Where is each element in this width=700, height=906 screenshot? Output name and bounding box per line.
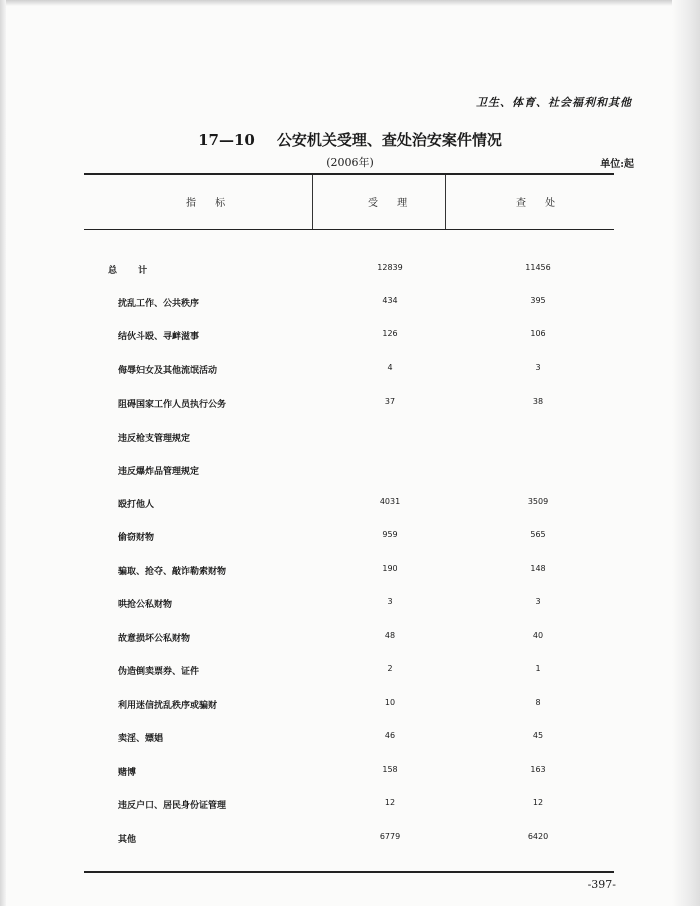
- table-row: [84, 530, 614, 544]
- table-number: 17—10: [198, 131, 255, 149]
- row-label: 故意损坏公私财物: [118, 634, 191, 644]
- row-handled: 565: [530, 530, 546, 539]
- row-label: 利用迷信扰乱秩序或骗财: [118, 701, 218, 711]
- unit-label: 单位:起: [600, 159, 634, 170]
- table-row: [84, 631, 614, 645]
- row-label: 扰乱工作、公共秩序: [118, 299, 200, 309]
- row-handled: 3: [535, 597, 541, 606]
- row-label: 阻碍国家工作人员执行公务: [118, 400, 227, 410]
- table-row: [84, 363, 614, 377]
- row-accepted: 959: [382, 530, 398, 539]
- row-accepted: 158: [382, 765, 398, 774]
- table-row: [84, 296, 614, 310]
- row-accepted: 190: [382, 564, 398, 573]
- row-label: 赌博: [118, 768, 137, 778]
- row-label: 卖淫、嫖娼: [118, 734, 164, 744]
- row-label: 偷窃财物: [118, 533, 155, 543]
- row-accepted: 3: [387, 597, 393, 606]
- column-header-indicator: 指 标: [186, 198, 234, 209]
- row-handled: 45: [532, 731, 544, 740]
- row-label: 哄抢公私财物: [118, 600, 173, 610]
- row-handled: 40: [532, 631, 544, 640]
- page-number: -397-: [587, 878, 616, 891]
- row-handled: 6420: [527, 832, 549, 841]
- table-title: [0, 129, 700, 150]
- row-accepted: 4: [387, 363, 393, 372]
- column-header-accepted: 受 理: [368, 198, 416, 209]
- column-divider-2: [445, 175, 446, 229]
- row-accepted: 434: [382, 296, 398, 305]
- table-row: [84, 329, 614, 343]
- table-title-text: 公安机关受理、查处治安案件情况: [276, 131, 502, 149]
- table-row: [84, 698, 614, 712]
- scan-edge-top: [0, 0, 700, 6]
- table-header-rule: [84, 229, 614, 230]
- row-accepted: 4031: [379, 497, 401, 506]
- row-handled: 1: [535, 664, 541, 673]
- row-accepted: 46: [384, 731, 396, 740]
- row-handled: 12: [532, 798, 544, 807]
- row-label: 侮辱妇女及其他流氓活动: [118, 366, 218, 376]
- row-label: 违反枪支管理规定: [118, 434, 191, 444]
- row-label: 殴打他人: [118, 500, 155, 510]
- row-label: 其他: [118, 835, 137, 845]
- row-label: 骗取、抢夺、敲诈勒索财物: [118, 567, 227, 577]
- row-label: 违反爆炸品管理规定: [118, 467, 200, 477]
- row-label: 伪造倒卖票券、证件: [118, 667, 200, 677]
- row-handled: 148: [530, 564, 546, 573]
- row-handled: 38: [532, 397, 544, 406]
- running-head: 卫生、体育、社会福利和其他: [476, 96, 632, 109]
- table-bottom-rule: [84, 871, 614, 873]
- row-accepted: 126: [382, 329, 398, 338]
- table-row: [84, 497, 614, 511]
- table-row: [84, 664, 614, 678]
- row-handled: 3509: [527, 497, 549, 506]
- row-handled: 8: [535, 698, 541, 707]
- row-handled: 163: [530, 765, 546, 774]
- row-accepted: 48: [384, 631, 396, 640]
- table-top-rule: [84, 173, 614, 175]
- column-header-handled: 查 处: [516, 198, 564, 209]
- row-handled: 106: [530, 329, 546, 338]
- table-row: [84, 798, 614, 812]
- table-row-total: [84, 263, 614, 277]
- table-row: [84, 731, 614, 745]
- table-row: [84, 564, 614, 578]
- row-accepted: 12839: [377, 263, 403, 272]
- row-label: 结伙斗殴、寻衅滋事: [118, 332, 200, 342]
- row-handled: 395: [530, 296, 546, 305]
- column-divider-1: [312, 175, 313, 229]
- row-accepted: 12: [384, 798, 396, 807]
- row-handled: 3: [535, 363, 541, 372]
- table-row: [84, 597, 614, 611]
- table-row: [84, 431, 614, 445]
- table-row: [84, 397, 614, 411]
- table-row: [84, 765, 614, 779]
- row-accepted: 6779: [379, 832, 401, 841]
- row-label: 违反户口、居民身份证管理: [118, 801, 227, 811]
- row-label: 总 计: [108, 266, 157, 276]
- row-accepted: 10: [384, 698, 396, 707]
- table-row: [84, 832, 614, 846]
- row-accepted: 37: [384, 397, 396, 406]
- table-row: [84, 464, 614, 478]
- row-accepted: 2: [387, 664, 393, 673]
- row-handled: 11456: [525, 263, 551, 272]
- table-year: (2006年): [326, 156, 374, 169]
